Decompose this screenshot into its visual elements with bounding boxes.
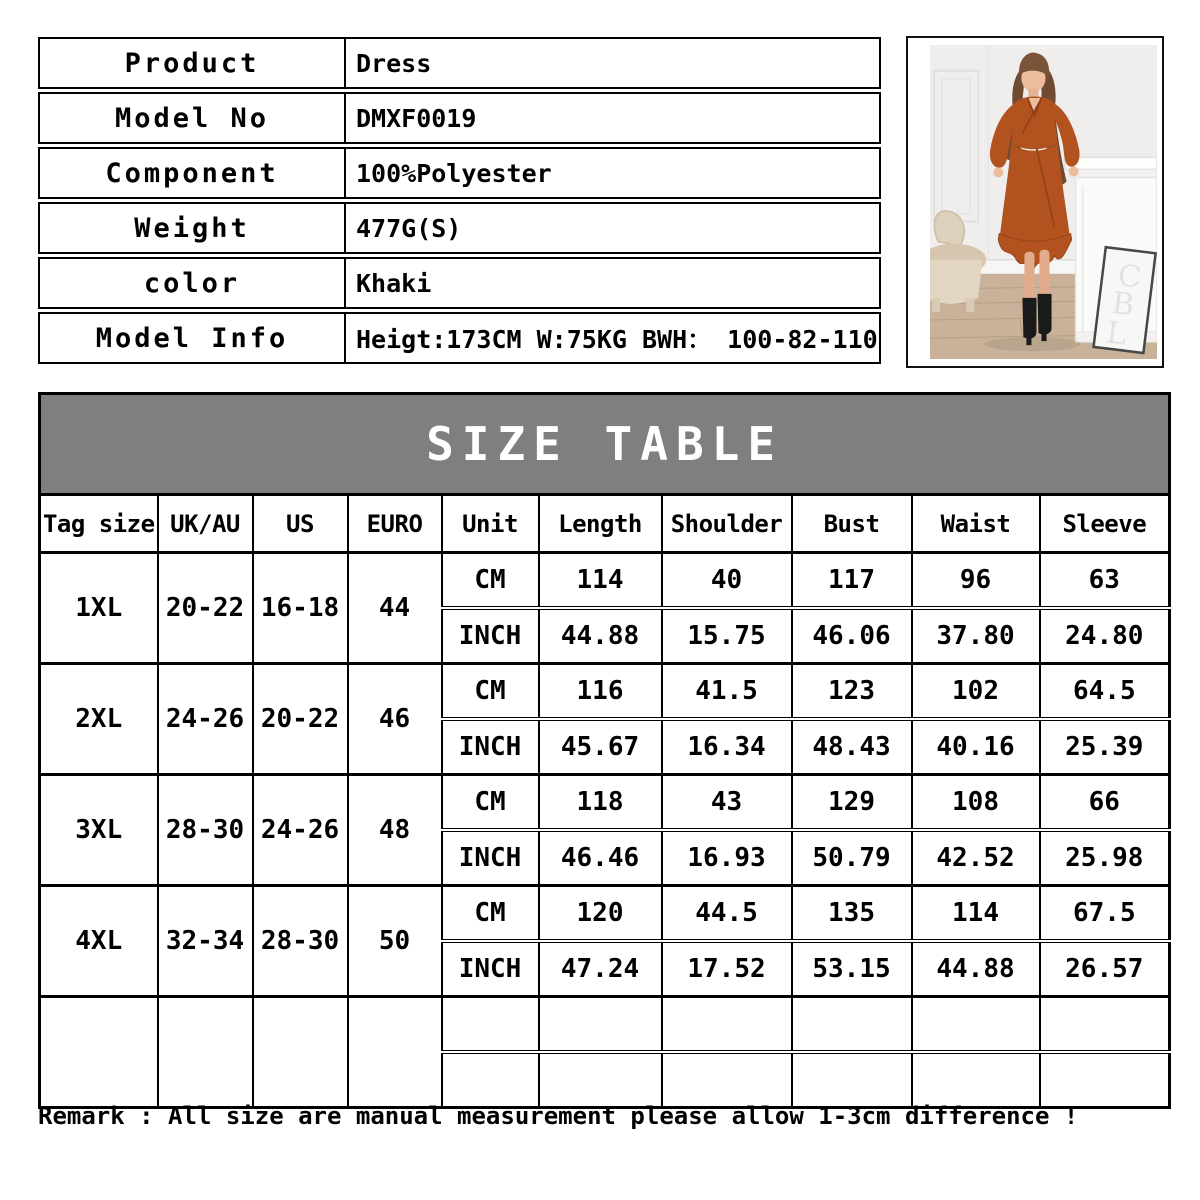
- measure-cell: 40: [662, 553, 792, 609]
- measure-cell: 44.5: [662, 886, 792, 942]
- size-table-title: SIZE TABLE: [40, 394, 1170, 495]
- product-info-table: [38, 34, 881, 367]
- frame-letter: C: [1115, 258, 1144, 296]
- measure-cell: 37.80: [912, 608, 1040, 664]
- size-table-title-row: [40, 394, 1170, 495]
- measure-cell: 53.15: [792, 941, 912, 997]
- measure-cell: 26.57: [1040, 941, 1170, 997]
- measure-cell: 63: [1040, 553, 1170, 609]
- tag-size-cell: 4XL: [40, 886, 158, 997]
- tag-size-cell: 1XL: [40, 553, 158, 664]
- info-row: [38, 37, 881, 89]
- measure-cell: 16.93: [662, 830, 792, 886]
- measure-cell: [912, 1052, 1040, 1108]
- info-row: [38, 257, 881, 309]
- uk-au-cell: 32-34: [158, 886, 253, 997]
- tag-size-cell: [40, 997, 158, 1108]
- info-label: Component: [38, 147, 346, 199]
- info-row: [38, 312, 881, 364]
- measure-cell: 16.34: [662, 719, 792, 775]
- leaning-frame: [1093, 247, 1155, 355]
- info-row: [38, 92, 881, 144]
- unit-cell: [442, 1052, 539, 1108]
- col-header-waist: Waist: [912, 495, 1040, 553]
- unit-cell: CM: [442, 664, 539, 720]
- measure-cell: 44.88: [539, 608, 662, 664]
- info-label: Model Info: [38, 312, 346, 364]
- size-table-header-row: [40, 495, 1170, 553]
- col-header-length: Length: [539, 495, 662, 553]
- info-value: Dress: [346, 37, 881, 89]
- measure-cell: 44.88: [912, 941, 1040, 997]
- measure-cell: 118: [539, 775, 662, 831]
- info-label: color: [38, 257, 346, 309]
- us-cell: 16-18: [253, 553, 348, 664]
- size-table: [38, 392, 1171, 1109]
- col-header-sleeve: Sleeve: [1040, 495, 1170, 553]
- measure-cell: 135: [792, 886, 912, 942]
- measure-cell: 45.67: [539, 719, 662, 775]
- measure-cell: 48.43: [792, 719, 912, 775]
- unit-cell: CM: [442, 886, 539, 942]
- unit-cell: INCH: [442, 830, 539, 886]
- tag-size-cell: 2XL: [40, 664, 158, 775]
- measure-cell: 66: [1040, 775, 1170, 831]
- uk-au-cell: 28-30: [158, 775, 253, 886]
- measure-cell: 17.52: [662, 941, 792, 997]
- unit-cell: CM: [442, 775, 539, 831]
- measure-cell: 46.06: [792, 608, 912, 664]
- info-label: Model No: [38, 92, 346, 144]
- measure-cell: 64.5: [1040, 664, 1170, 720]
- measure-cell: 123: [792, 664, 912, 720]
- measure-cell: 114: [912, 886, 1040, 942]
- remark-text: Remark : All size are manual measurement please allow 1-3cm difference !: [38, 1102, 1079, 1130]
- euro-cell: 44: [348, 553, 442, 664]
- info-value: DMXF0019: [346, 92, 881, 144]
- frame-letter: L: [1104, 315, 1129, 353]
- measure-cell: [1040, 1052, 1170, 1108]
- info-row: [38, 147, 881, 199]
- col-header-us: US: [253, 495, 348, 553]
- measure-cell: 25.98: [1040, 830, 1170, 886]
- measure-cell: 129: [792, 775, 912, 831]
- measure-cell: 50.79: [792, 830, 912, 886]
- measure-cell: [539, 997, 662, 1053]
- size-row-cm: [40, 553, 1170, 609]
- col-header-uk-au: UK/AU: [158, 495, 253, 553]
- measure-cell: 46.46: [539, 830, 662, 886]
- info-label: Product: [38, 37, 346, 89]
- uk-au-cell: [158, 997, 253, 1108]
- measure-cell: 102: [912, 664, 1040, 720]
- measure-cell: 47.24: [539, 941, 662, 997]
- measure-cell: [1040, 997, 1170, 1053]
- unit-cell: CM: [442, 553, 539, 609]
- unit-cell: INCH: [442, 941, 539, 997]
- size-row-cm: [40, 664, 1170, 720]
- col-header-euro: EURO: [348, 495, 442, 553]
- info-value: 477G(S): [346, 202, 881, 254]
- col-header-shoulder: Shoulder: [662, 495, 792, 553]
- measure-cell: 67.5: [1040, 886, 1170, 942]
- info-label: Weight: [38, 202, 346, 254]
- euro-cell: [348, 997, 442, 1108]
- us-cell: 20-22: [253, 664, 348, 775]
- col-header-unit: Unit: [442, 495, 539, 553]
- unit-cell: [442, 997, 539, 1053]
- measure-cell: 25.39: [1040, 719, 1170, 775]
- measure-cell: [662, 997, 792, 1053]
- measure-cell: 40.16: [912, 719, 1040, 775]
- us-cell: 28-30: [253, 886, 348, 997]
- measure-cell: [662, 1052, 792, 1108]
- us-cell: [253, 997, 348, 1108]
- us-cell: 24-26: [253, 775, 348, 886]
- info-value: 100%Polyester: [346, 147, 881, 199]
- measure-cell: 43: [662, 775, 792, 831]
- measure-cell: 42.52: [912, 830, 1040, 886]
- col-header-tag-size: Tag size: [40, 495, 158, 553]
- frame-letter: B: [1109, 285, 1137, 324]
- size-row-cm-empty: [40, 997, 1170, 1053]
- model-photo: [906, 36, 1164, 368]
- measure-cell: [539, 1052, 662, 1108]
- size-row-cm: [40, 886, 1170, 942]
- measure-cell: 114: [539, 553, 662, 609]
- uk-au-cell: 20-22: [158, 553, 253, 664]
- unit-cell: INCH: [442, 719, 539, 775]
- measure-cell: 117: [792, 553, 912, 609]
- euro-cell: 46: [348, 664, 442, 775]
- unit-cell: INCH: [442, 608, 539, 664]
- measure-cell: [912, 997, 1040, 1053]
- measure-cell: 15.75: [662, 608, 792, 664]
- tag-size-cell: 3XL: [40, 775, 158, 886]
- info-value: Khaki: [346, 257, 881, 309]
- size-row-cm: [40, 775, 1170, 831]
- uk-au-cell: 24-26: [158, 664, 253, 775]
- euro-cell: 48: [348, 775, 442, 886]
- measure-cell: [792, 1052, 912, 1108]
- info-row: [38, 202, 881, 254]
- col-header-bust: Bust: [792, 495, 912, 553]
- model-photo-illustration: [930, 45, 1157, 359]
- measure-cell: 116: [539, 664, 662, 720]
- measure-cell: 41.5: [662, 664, 792, 720]
- euro-cell: 50: [348, 886, 442, 997]
- info-value: Heigt:173CM W:75KG BWH： 100-82-110: [346, 312, 881, 364]
- measure-cell: 108: [912, 775, 1040, 831]
- measure-cell: 24.80: [1040, 608, 1170, 664]
- measure-cell: [792, 997, 912, 1053]
- measure-cell: 120: [539, 886, 662, 942]
- measure-cell: 96: [912, 553, 1040, 609]
